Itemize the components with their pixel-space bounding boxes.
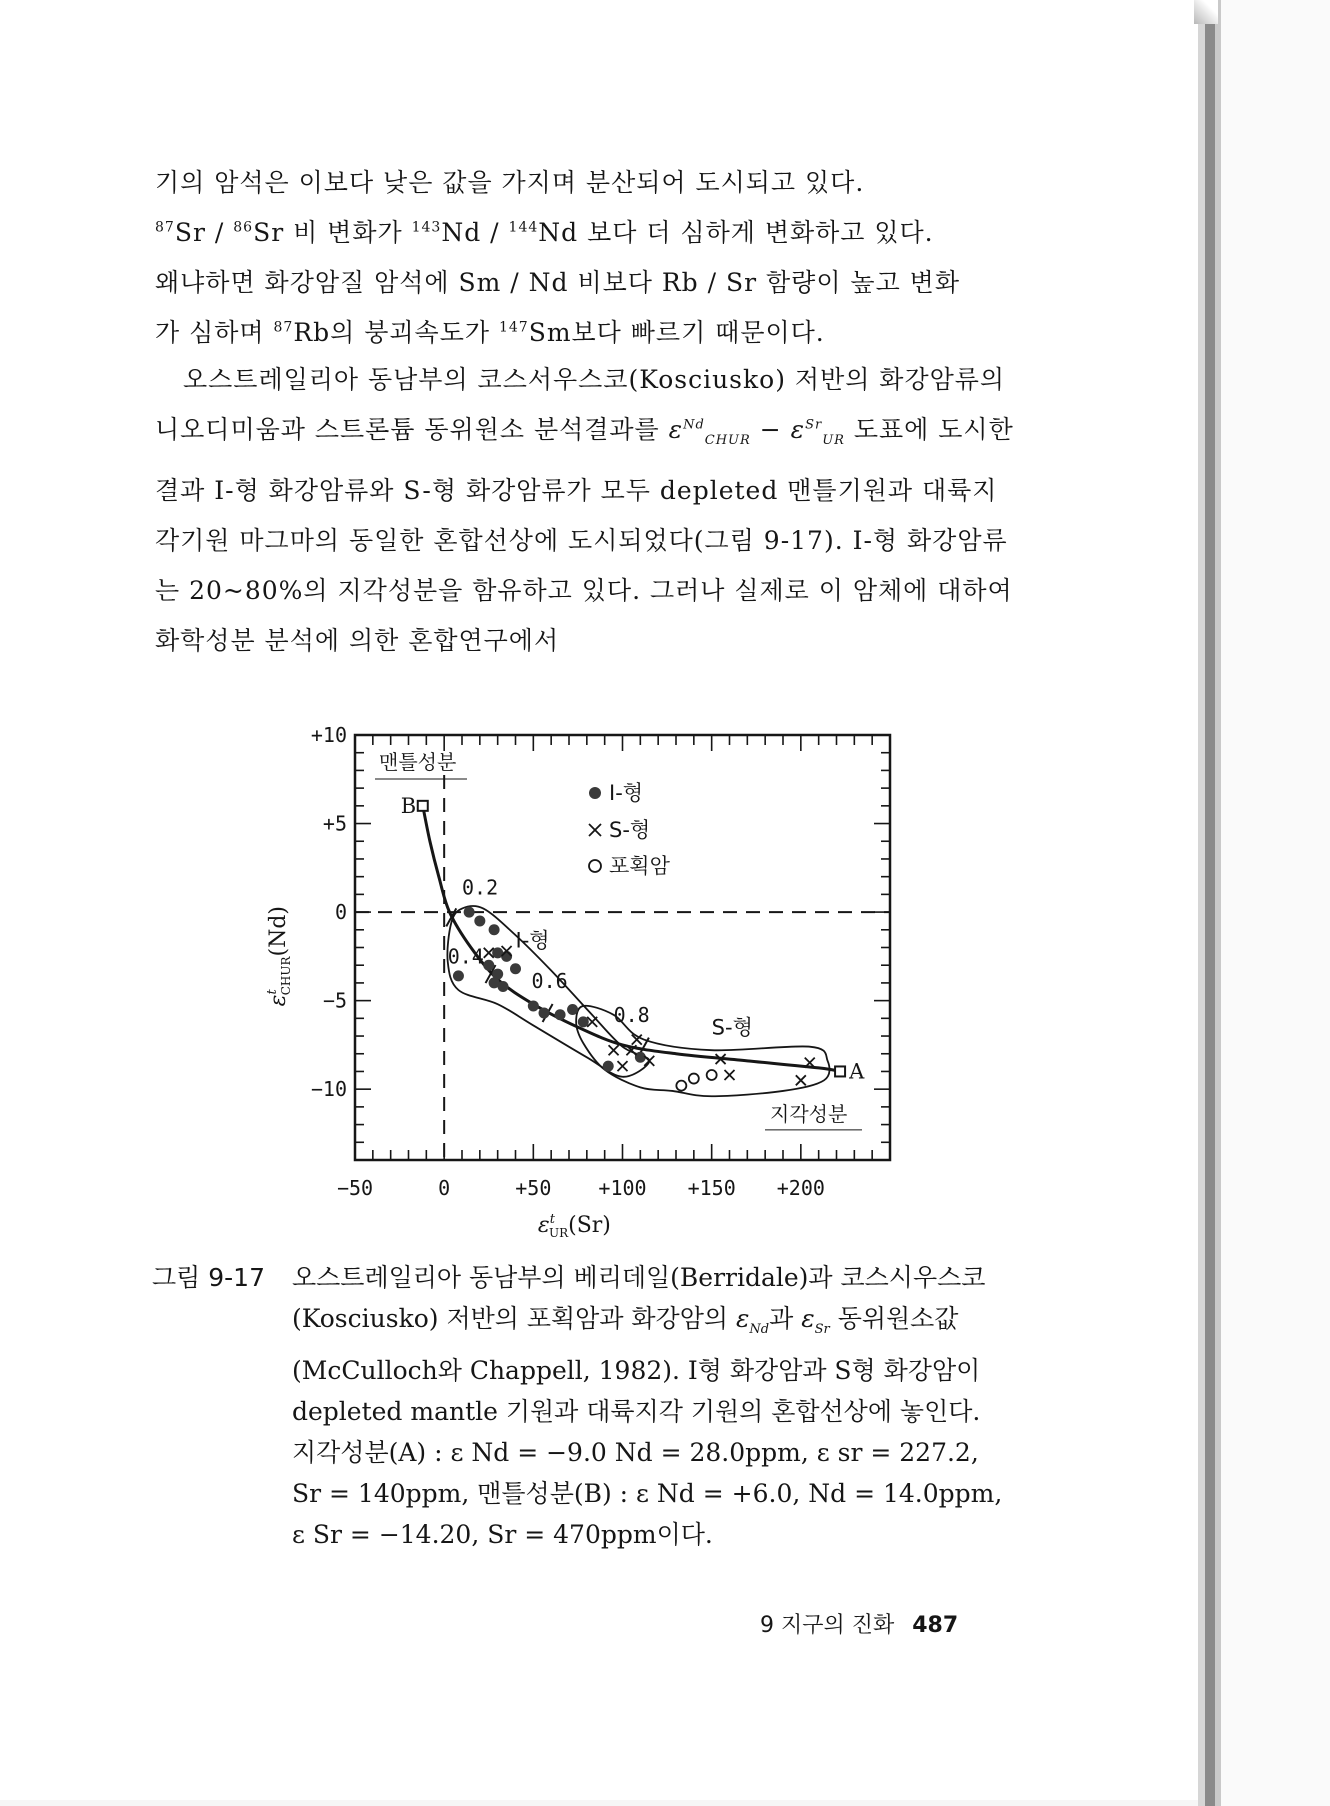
epsilon-symbol: ε [790,415,806,444]
legend-i-type-label: I-형 [609,781,644,805]
x-axis-title: $\varepsilon^t$ UR(Sr) [537,1212,611,1240]
xenolith-point [676,1081,686,1091]
x-tick-label: +50 [515,1176,552,1200]
chapter-title: 9 지구의 진화 [760,1613,895,1638]
i-type-point [567,1004,578,1015]
text-span: Sr / [174,218,234,247]
page-corner-fold [1194,0,1218,24]
s-type-point [644,1056,654,1066]
epsilon-symbol: ε [668,415,684,444]
x-tick-label: −50 [336,1176,374,1200]
paragraph-1 [155,158,1020,358]
i-type-field-label: I-형 [515,928,550,953]
epsilon-superscript: Nd [683,417,705,433]
isotope-mass: 143 [411,219,442,236]
epsilon-symbol: ε [735,1304,750,1333]
text-span: 동위원소값 [829,1304,959,1333]
i-type-point [498,981,509,992]
end-member-a-marker [835,1066,845,1076]
x-tick-label: +200 [776,1176,825,1200]
mixing-fraction-label: 0.2 [462,875,499,900]
x-tick-label: +150 [687,1176,736,1200]
epsilon-subscript: CHUR [704,433,751,448]
xenolith-point [707,1070,717,1080]
figure-9-17-chart [250,715,910,1255]
s-type-point [725,1070,735,1080]
crust-component-label: 지각성분 [770,1102,848,1127]
text-span: 도표에 도시한 결과 I-형 화강암류와 S-형 화강암류가 모두 depleted 맨틀기원과 대륙지각기원 마그마의 동일한 혼합선상에 도시되었다(그림 9-17). I-형 화강암류는 20~80%의 지각성분을 함유하고 있다. 그러나 실제로 이 암체에 대하여 화학성분 분석에 의한 혼합연구에서 [155,415,1014,655]
epsilon-superscript: Sr [805,417,823,433]
caption-line-1: 오스트레일리아 동남부의 베리데일(Berridale)과 코스시우스코 [292,1263,986,1292]
caption-line-3: (McCulloch와 Chappell, 1982). I형 화강암과 S형 화강암이 [292,1356,981,1385]
page-footer [760,1608,1020,1639]
y-tick-label: +5 [322,811,347,836]
text-span: Nd / [441,218,509,247]
end-member-b-marker [418,801,428,811]
paragraph-1-line-2 [155,208,1020,258]
legend-xenolith-label: 포획암 [609,854,670,878]
y-tick-label: −10 [310,1077,347,1102]
tick-labels [311,723,825,1200]
i-type-point [464,907,475,918]
s-type-point [618,1061,628,1071]
isotope-mass: 86 [233,219,254,236]
i-type-point [483,960,494,971]
legend-s-type-label: S-형 [609,818,651,842]
i-type-point [603,1061,614,1072]
caption-text [292,1257,1028,1555]
legend-s-type-marker [589,824,601,836]
text-span: Rb의 붕괴속도가 [293,318,499,347]
epsilon-subscript: Sr [814,1322,830,1337]
text-span: 오스트레일리아 동남부의 코스서우스코(Kosciusko) 저반의 화강암류의 니오디미움과 스트론튬 동위원소 분석결과를 [155,365,1006,444]
i-type-point [635,1052,646,1063]
epsilon-subscript: UR [822,433,845,448]
i-type-point [539,1008,550,1019]
i-type-point [501,951,512,962]
mixing-fraction-label: 0.6 [531,969,568,994]
page-number: 487 [912,1613,959,1638]
caption-line-5: 지각성분(A) : ε Nd = −9.0 Nd = 28.0ppm, ε sr = 227.2, [292,1438,979,1467]
legend-i-type-marker [589,787,601,799]
epsilon-subscript: Nd [749,1322,770,1337]
caption-line-2 [292,1298,1028,1350]
y-tick-label: +10 [310,723,347,747]
text-span: Sm보다 빠르기 때문이다. [528,318,825,347]
text-span: 가 심하며 [155,318,274,347]
paragraph-1-line-4 [155,308,1020,358]
isotope-mass: 147 [498,319,529,336]
mixing-fraction-label: 0.8 [613,1002,650,1027]
text-span: 과 [769,1304,802,1333]
caption-line-7: ε Sr = −14.20, Sr = 470ppm이다. [292,1520,713,1549]
text-span: − [750,415,791,444]
isotope-mass: 87 [273,319,294,336]
x-tick-label: +100 [598,1176,647,1200]
isotope-mass: 144 [508,219,539,236]
caption-label: 그림 9-17 [152,1263,265,1292]
legend-xenolith-marker [589,860,601,872]
i-type-point [474,915,485,926]
caption-line-6: Sr = 140ppm, 맨틀성분(B) : ε Nd = +6.0, Nd = 14.0ppm, [292,1479,1003,1508]
i-type-point [510,963,521,974]
mantle-component-label: 맨틀성분 [379,750,457,774]
y-axis-title: $\varepsilon^tCHUR(Nd)$ [265,906,293,1007]
paragraph-1-line-1: 기의 암석은 이보다 낮은 값을 가지며 분산되어 도시되고 있다. [155,168,865,197]
text-span: (Kosciusko) 저반의 포획암과 화강암의 [292,1304,736,1333]
page-background [1221,0,1330,1806]
page-edge [1198,0,1205,1806]
end-member-b-label: B [400,793,417,818]
s-type-point [796,1075,806,1085]
i-type-point [555,1009,566,1020]
y-tick-label: −5 [322,988,347,1013]
i-type-point [528,1000,539,1011]
paragraph-1-line-3: 왜냐하면 화강암질 암석에 Sm / Nd 비보다 Rb / Sr 함량이 높고 변화 [155,268,960,297]
y-tick-label: 0 [334,900,347,925]
s-type-field-label: S-형 [711,1015,753,1040]
xenolith-point [689,1074,699,1084]
mixing-fraction-label: 0.4 [447,944,484,969]
text-span: Sr 비 변화가 [253,218,412,247]
i-type-point [489,924,500,935]
paragraph-2 [155,355,1020,666]
isotope-mass: 87 [155,219,175,236]
s-type-point [609,1045,619,1055]
x-tick-label: 0 [438,1176,451,1200]
page-edge-shadow [1205,0,1215,1806]
caption-line-4: depleted mantle 기원과 대륙지각 기원의 혼합선상에 놓인다. [292,1397,981,1426]
epsilon-symbol: ε [801,1304,815,1333]
i-type-point [453,970,464,981]
text-span: Nd 보다 더 심하게 변화하고 있다. [538,218,934,247]
end-member-a-label: A [849,1059,865,1084]
